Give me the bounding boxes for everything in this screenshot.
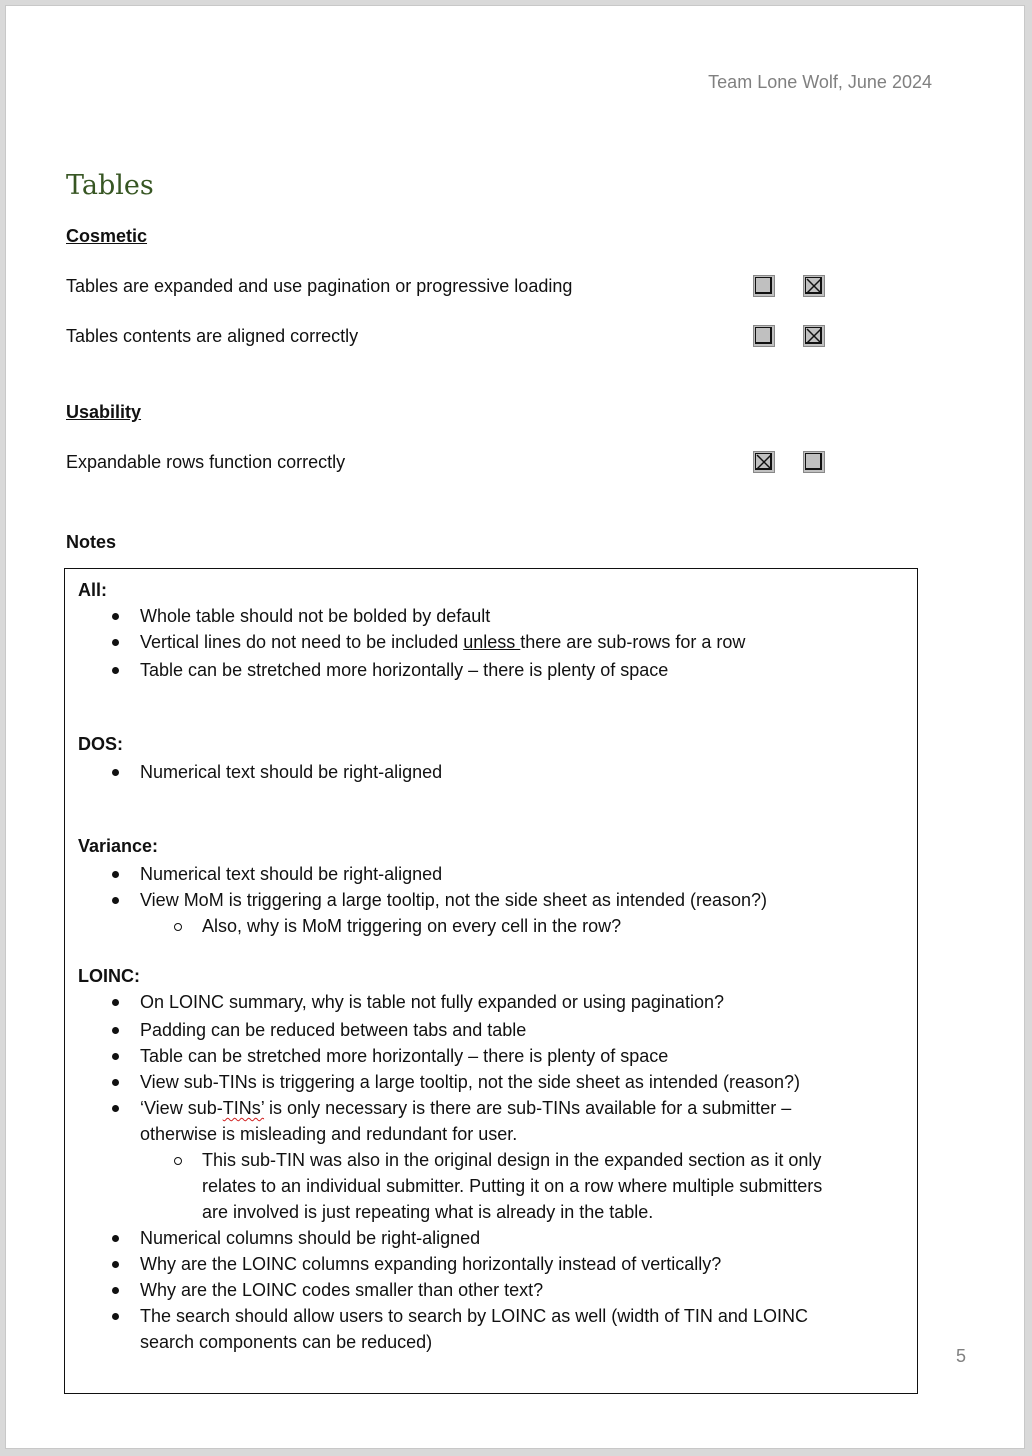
bullet-icon	[112, 1261, 119, 1268]
checklist-label: Expandable rows function correctly	[66, 452, 346, 472]
bullet-icon	[112, 613, 119, 620]
page-header: Team Lone Wolf, June 2024	[708, 72, 932, 92]
bullet-icon	[112, 1235, 119, 1242]
bullet-icon	[112, 1105, 119, 1112]
notes-group-variance	[78, 833, 767, 939]
bullet-icon	[112, 1287, 119, 1294]
notes-box	[64, 568, 918, 1394]
notes-group-loinc	[78, 963, 822, 1355]
notes-group-dos	[78, 731, 442, 785]
checkbox-yes-unchecked[interactable]	[753, 275, 775, 297]
circle-bullet-icon	[174, 1157, 182, 1165]
checklist-label: Tables contents are aligned correctly	[66, 326, 359, 346]
bullet-icon	[112, 1079, 119, 1086]
list-item: Numerical text should be right-aligned	[78, 759, 442, 785]
check-x-icon	[806, 328, 822, 344]
list-item: This sub-TIN was also in the original design in the expanded section as it only relates to an individual submitter. Putting it on a row where multiple submitters are involved is just repeating what is already in the table.	[78, 1147, 822, 1225]
page-number: 5	[955, 1346, 966, 1366]
notes-group-all	[78, 577, 745, 683]
list-item: Table can be stretched more horizontally – there is plenty of space	[78, 657, 745, 683]
check-x-icon	[756, 454, 772, 470]
checklist-label: Tables are expanded and use pagination or progressive loading	[66, 276, 573, 296]
bullet-icon	[112, 1053, 119, 1060]
page-title: Tables	[66, 170, 154, 201]
list-item: Also, why is MoM triggering on every cell in the row?	[78, 913, 767, 939]
document-page	[5, 5, 1025, 1449]
circle-bullet-icon	[174, 923, 182, 931]
check-x-icon	[806, 278, 822, 294]
checklist-row	[66, 322, 836, 350]
list-item: Why are the LOINC columns expanding horizontally instead of vertically?	[78, 1251, 822, 1277]
checkbox-no-unchecked[interactable]	[803, 451, 825, 473]
bullet-icon	[112, 871, 119, 878]
bullet-icon	[112, 999, 119, 1006]
list-item: The search should allow users to search by LOINC as well (width of TIN and LOINC search components can be reduced)	[78, 1303, 822, 1355]
group-title: LOINC:	[78, 966, 140, 986]
bullet-icon	[112, 897, 119, 904]
checklist-row	[66, 448, 836, 476]
list-item: Numerical text should be right-aligned	[78, 861, 767, 887]
bullet-icon	[112, 667, 119, 674]
notes-heading: Notes	[66, 532, 117, 552]
list-item: Vertical lines do not need to be included unless there are sub-rows for a row	[78, 629, 745, 655]
group-title: DOS:	[78, 734, 123, 754]
checkbox-no-checked[interactable]	[803, 325, 825, 347]
bullet-icon	[112, 769, 119, 776]
bullet-icon	[112, 1027, 119, 1034]
checklist-row	[66, 272, 836, 300]
group-title: All:	[78, 580, 107, 600]
checkbox-yes-unchecked[interactable]	[753, 325, 775, 347]
cosmetic-heading: Cosmetic	[66, 226, 148, 246]
list-item: On LOINC summary, why is table not fully expanded or using pagination?	[78, 989, 822, 1015]
list-item: Numerical columns should be right-aligned	[78, 1225, 822, 1251]
list-item: Whole table should not be bolded by default	[78, 603, 745, 629]
bullet-icon	[112, 639, 119, 646]
list-item: ‘View sub-TINs’ is only necessary is there are sub-TINs available for a submitter – otherwise is misleading and redundant for user.	[78, 1095, 822, 1147]
bullet-icon	[112, 1313, 119, 1320]
list-item: View sub-TINs is triggering a large tooltip, not the side sheet as intended (reason?)	[78, 1069, 822, 1095]
checkbox-no-checked[interactable]	[803, 275, 825, 297]
checkbox-yes-checked[interactable]	[753, 451, 775, 473]
list-item: View MoM is triggering a large tooltip, not the side sheet as intended (reason?)	[78, 887, 767, 913]
list-item: Padding can be reduced between tabs and table	[78, 1017, 822, 1043]
list-item: Why are the LOINC codes smaller than other text?	[78, 1277, 822, 1303]
usability-heading: Usability	[66, 402, 142, 422]
list-item: Table can be stretched more horizontally – there is plenty of space	[78, 1043, 822, 1069]
group-title: Variance:	[78, 836, 159, 856]
